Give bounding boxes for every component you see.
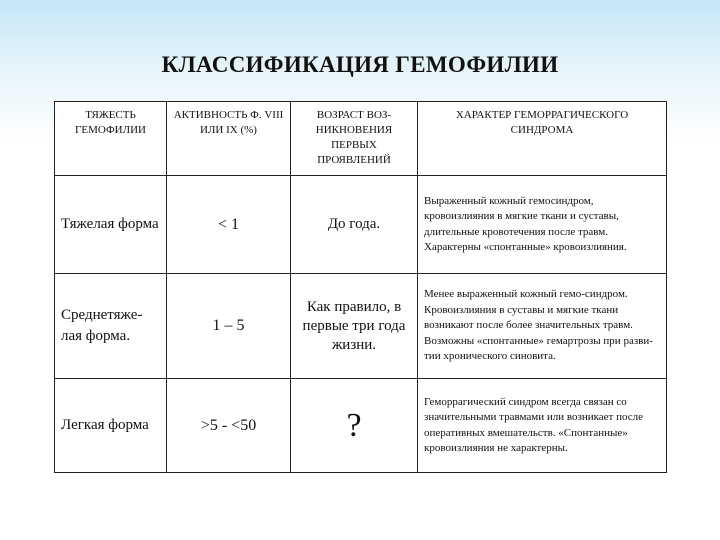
syndrome-cell: Менее выраженный кожный гемо-синдром. Кровоизлияния в суставы и мягкие ткани возникают после более значительных травм. Возможны «спонтанные» гемартрозы при разви-тии хронического синовита. [418,274,667,379]
syndrome-cell: Выраженный кожный гемосиндром, кровоизлияния в мягкие ткани и суставы, длительные кровотечения после травм. Характерны «спонтанные» кровоизлияния. [418,176,667,274]
table-row [55,274,667,379]
table-header-row [55,102,667,176]
activity-cell: 1 – 5 [167,274,291,379]
header-severity: ТЯЖЕСТЬ ГЕМОФИЛИИ [55,102,167,176]
table-row [55,379,667,473]
hemophilia-classification-table [54,101,667,473]
onset-age-cell: До года. [291,176,418,274]
table-row [55,176,667,274]
activity-cell: >5 - <50 [167,379,291,473]
severity-cell: Среднетяже-лая форма. [55,274,167,379]
slide-title: КЛАССИФИКАЦИЯ ГЕМОФИЛИИ [161,52,559,77]
header-onset-age: ВОЗРАСТ ВОЗ-НИКНОВЕНИЯ ПЕРВЫХ ПРОЯВЛЕНИЙ [291,102,418,176]
activity-cell: < 1 [167,176,291,274]
header-activity: АКТИВНОСТЬ Ф. VIII ИЛИ IX (%) [167,102,291,176]
onset-age-cell: Как правило, в первые три года жизни. [291,274,418,379]
onset-age-cell: ? [291,379,418,473]
severity-cell: Тяжелая форма [55,176,167,274]
severity-cell: Легкая форма [55,379,167,473]
header-hemorrhagic-syndrome: ХАРАКТЕР ГЕМОРРАГИЧЕСКОГО СИНДРОМА [418,102,667,176]
syndrome-cell: Геморрагический синдром всегда связан со значительными травмами или возникает после оперативных вмешательств. «Спонтанные» кровоизлияния не характерны. [418,379,667,473]
